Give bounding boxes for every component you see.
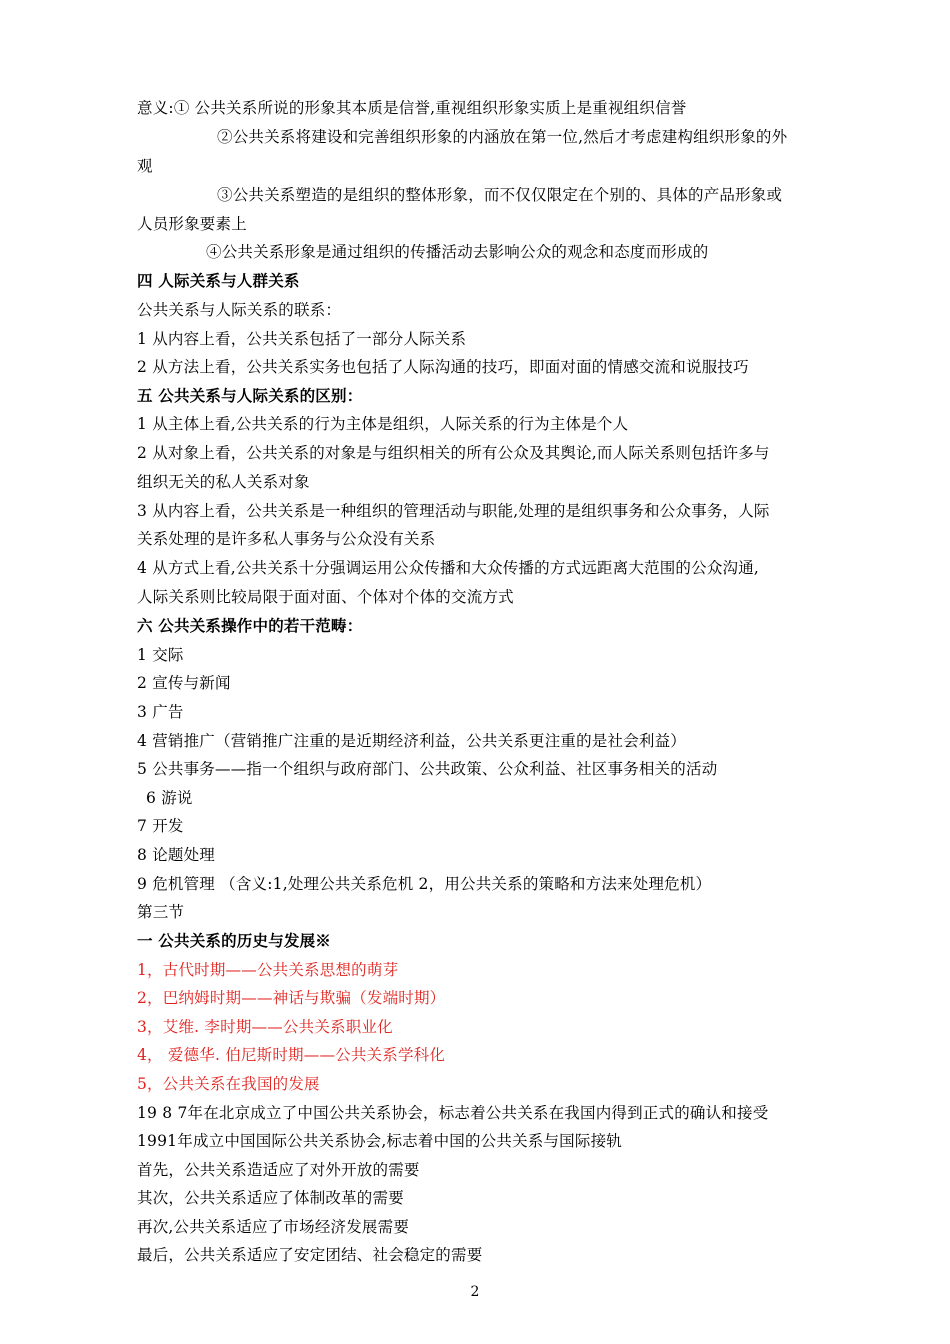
history-item-4: 4， 爱德华. 伯尼斯时期——公共关系学科化 — [137, 1046, 446, 1064]
category-item-4: 4 营销推广（营销推广注重的是近期经济利益，公共关系更注重的是社会利益） — [137, 732, 686, 750]
section-heading-6: 六 公共关系操作中的若干范畴： — [137, 616, 363, 635]
category-item-6: 6 游说 — [146, 789, 193, 807]
difference-item-2: 2 从对象上看，公共关系的对象是与组织相关的所有公众及其舆论,而人际关系则包括许多与 — [137, 444, 770, 462]
connection-heading: 公共关系与人际关系的联系： — [137, 301, 342, 319]
category-item-9: 9 危机管理 （含义:1,处理公共关系危机 2，用公共关系的策略和方法来处理危机） — [137, 875, 712, 893]
section-title-3: 第三节 — [137, 903, 185, 921]
reason-second: 其次，公共关系适应了体制改革的需要 — [137, 1189, 404, 1207]
category-item-5: 5 公共事务——指一个组织与政府部门、公共政策、公众利益、社区事务相关的活动 — [137, 760, 718, 778]
connection-item-1: 1 从内容上看，公共关系包括了一部分人际关系 — [137, 330, 467, 348]
section-heading-5: 五 公共关系与人际关系的区别： — [137, 386, 363, 405]
history-item-2: 2，巴纳姆时期——神话与欺骗（发端时期） — [137, 989, 446, 1007]
difference-item-4: 4 从方式上看,公共关系十分强调运用公众传播和大众传播的方式远距离大范围的公众沟通, — [137, 559, 760, 577]
category-item-1: 1 交际 — [137, 646, 184, 664]
history-1991: 1991年成立中国国际公共关系协会,标志着中国的公共关系与国际接轨 — [137, 1132, 622, 1150]
page-number: 2 — [470, 1284, 480, 1300]
category-item-3: 3 广告 — [137, 703, 184, 721]
history-item-1: 1，古代时期——公共关系思想的萌芽 — [137, 961, 399, 979]
history-heading: 一 公共关系的历史与发展※ — [137, 931, 331, 950]
significance-point-4: ④公共关系形象是通过组织的传播活动去影响公众的观念和态度而形成的 — [206, 243, 709, 261]
significance-point-1: 意义:① 公共关系所说的形象其本质是信誉,重视组织形象实质上是重视组织信誉 — [137, 99, 687, 117]
significance-point-2-cont: 观 — [137, 157, 153, 175]
history-item-3: 3，艾维. 李时期——公共关系职业化 — [137, 1018, 393, 1036]
difference-item-4-cont: 人际关系则比较局限于面对面、个体对个体的交流方式 — [137, 588, 514, 606]
difference-item-1: 1 从主体上看,公共关系的行为主体是组织，人际关系的行为主体是个人 — [137, 415, 629, 433]
significance-point-3-cont: 人员形象要素上 — [137, 215, 247, 233]
section-heading-4: 四 人际关系与人群关系 — [137, 271, 300, 290]
reason-first: 首先，公共关系造适应了对外开放的需要 — [137, 1161, 420, 1179]
connection-item-2: 2 从方法上看，公共关系实务也包括了人际沟通的技巧，即面对面的情感交流和说服技巧 — [137, 358, 749, 376]
history-item-5: 5，公共关系在我国的发展 — [137, 1075, 320, 1093]
difference-item-3-cont: 关系处理的是许多私人事务与公众没有关系 — [137, 530, 436, 548]
reason-third: 再次,公共关系适应了市场经济发展需要 — [137, 1218, 410, 1236]
category-item-2: 2 宣传与新闻 — [137, 674, 231, 692]
category-item-7: 7 开发 — [137, 817, 184, 835]
reason-last: 最后，公共关系适应了安定团结、社会稳定的需要 — [137, 1246, 483, 1264]
significance-point-2: ②公共关系将建设和完善组织形象的内涵放在第一位,然后才考虑建构组织形象的外 — [217, 128, 788, 146]
difference-item-2-cont: 组织无关的私人关系对象 — [137, 473, 310, 491]
significance-point-3: ③公共关系塑造的是组织的整体形象，而不仅仅限定在个别的、具体的产品形象或 — [217, 186, 783, 204]
category-item-8: 8 论题处理 — [137, 846, 215, 864]
history-1987: 19 8 7年在北京成立了中国公共关系协会，标志着公共关系在我国内得到正式的确认和接受 — [137, 1104, 769, 1122]
difference-item-3: 3 从内容上看，公共关系是一种组织的管理活动与职能,处理的是组织事务和公众事务，人际 — [137, 502, 770, 520]
